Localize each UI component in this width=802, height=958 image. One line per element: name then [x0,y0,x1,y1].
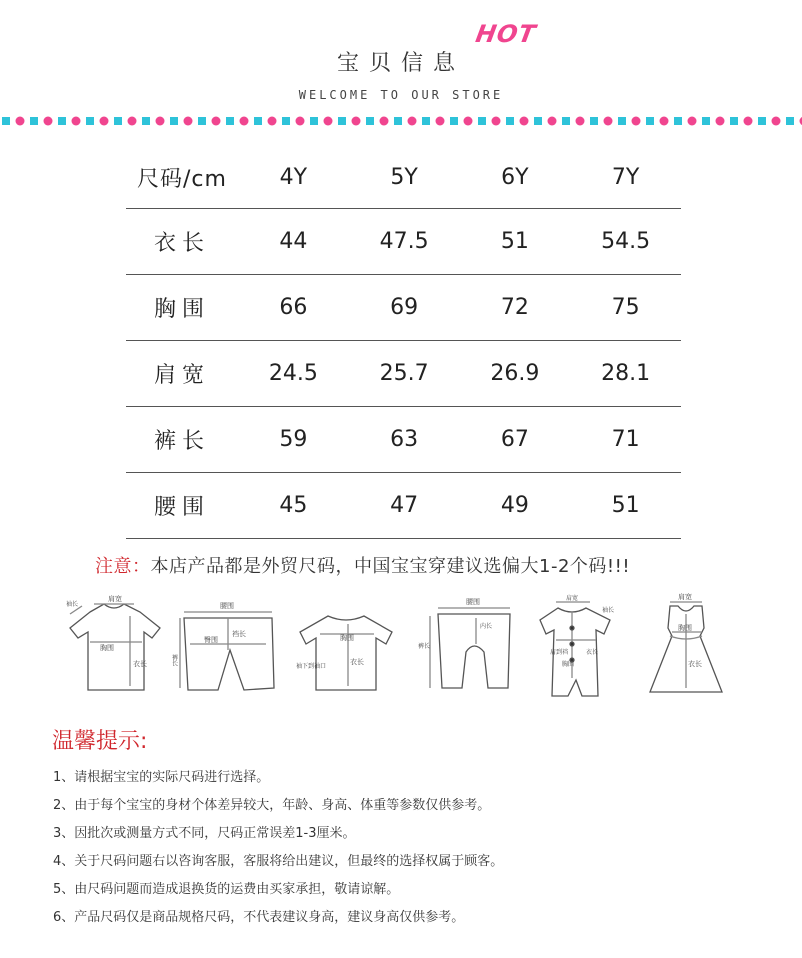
table-cell: 69 [349,275,460,341]
table-cell: 63 [349,407,460,473]
divider-dot [2,117,10,125]
size-note [95,552,630,578]
column-header: 6Y [460,146,571,209]
table-cell: 54.5 [570,209,681,275]
garment-label: 袖下到袖口 [296,663,327,670]
list-item: 2、由于每个宝宝的身材个体差异较大，年龄、身高、体重等参数仅供参考。 [53,798,491,813]
divider-dot [604,117,613,126]
divider-dot [646,117,654,125]
garment-label: 胸围 [562,661,575,668]
header [0,0,802,140]
divider-dot [786,117,794,125]
table-row [126,473,681,539]
divider-dot [674,117,682,125]
divider-dot [142,117,150,125]
garment-label: 肩宽 [678,593,692,601]
table-cell: 51 [570,473,681,539]
garment-label: 裤长 [170,654,178,666]
garment-label: 胸围 [678,624,692,632]
divider-dot [324,117,333,126]
size-table [126,146,681,539]
divider-dot [310,117,318,125]
divider-dot [506,117,514,125]
garment-label: 衣长 [586,649,599,656]
divider-dot [688,117,697,126]
size-table-header-row [126,146,681,209]
divider-dot [338,117,346,125]
list-item: 1、请根据宝宝的实际尺码进行选择。 [53,770,270,785]
dress-measure-icon [650,592,722,692]
list-item: 5、由尺码问题而造成退换货的运费由买家承担，敬请谅解。 [53,882,400,897]
garment-label: 肩宽 [108,595,122,603]
divider-dot [492,117,501,126]
tips-list [53,770,503,938]
divider-dot [772,117,781,126]
divider-dot [30,117,38,125]
garment-label: 衣长 [133,660,147,668]
table-cell: 47.5 [349,209,460,275]
dotted-divider [0,114,802,128]
shorts-measure-icon [171,601,275,690]
table-row [126,407,681,473]
divider-dot [422,117,430,125]
column-header: 7Y [570,146,681,209]
row-label: 裤长 [126,407,238,473]
divider-dot [184,117,193,126]
hot-badge: HOT [473,20,539,48]
table-cell: 72 [460,275,571,341]
divider-dot [632,117,641,126]
page-title: 宝贝信息 [336,51,465,76]
divider-dot [16,117,25,126]
garment-label: 内长 [480,623,493,630]
list-item: 6、产品尺码仅是商品规格尺码，不代表建议身高，建议身高仅供参考。 [53,910,465,925]
raglan-tee-measure-icon [296,616,392,690]
divider-dot [86,117,94,125]
divider-dot [394,117,402,125]
garment-label: 肩宽 [566,595,579,602]
divider-dot [702,117,710,125]
divider-dot [282,117,290,125]
row-label: 胸围 [126,275,238,341]
divider-dot [464,117,473,126]
divider-dot [436,117,445,126]
divider-dot [58,117,66,125]
list-item: 4、关于尺码问题右以咨询客服，客服将给出建议，但最终的选择权属于顾客。 [53,854,504,869]
table-cell: 59 [238,407,349,473]
garment-label: 腰围 [466,598,480,606]
divider-dot [618,117,626,125]
table-row [126,341,681,407]
garment-label: 袖长 [602,607,615,614]
divider-dot [576,117,585,126]
divider-dot [114,117,122,125]
garment-label: 胸围 [100,644,114,652]
table-cell: 71 [570,407,681,473]
divider-dot [72,117,81,126]
column-header: 尺码/cm [126,146,238,209]
table-cell: 45 [238,473,349,539]
divider-dot [254,117,262,125]
divider-dot [478,117,486,125]
table-cell: 66 [238,275,349,341]
divider-dot [170,117,178,125]
divider-dot [212,117,221,126]
table-cell: 67 [460,407,571,473]
pants-measure-icon [418,597,510,688]
table-row [126,209,681,275]
divider-dot [450,117,458,125]
table-cell: 75 [570,275,681,341]
divider-dot [226,117,234,125]
garment-label: 裤长 [418,643,431,650]
table-cell: 44 [238,209,349,275]
divider-dot [128,117,137,126]
table-cell: 49 [460,473,571,539]
table-cell: 28.1 [570,341,681,407]
divider-dot [744,117,753,126]
table-cell: 24.5 [238,341,349,407]
garment-label: 胸围 [340,634,354,642]
divider-dot [590,117,598,125]
tshirt-measure-icon [66,594,160,690]
divider-dot [534,117,542,125]
table-cell: 51 [460,209,571,275]
divider-dot [44,117,53,126]
table-cell: 47 [349,473,460,539]
divider-dot [660,117,669,126]
garment-label: 衣长 [350,658,364,666]
welcome-subtitle: WELCOME TO OUR STORE [298,88,504,102]
garment-label: 袖长 [66,601,79,608]
note-text: 本店产品都是外贸尺码，中国宝宝穿建议选偏大1-2个码!!! [150,556,631,577]
garment-label: 裆长 [232,630,246,638]
divider-dot [520,117,529,126]
table-cell: 25.7 [349,341,460,407]
measurement-diagrams [60,592,740,707]
divider-dot [352,117,361,126]
divider-dot [100,117,109,126]
garment-label: 衣长 [688,660,702,668]
row-label: 肩宽 [126,341,238,407]
divider-dot [562,117,570,125]
note-prefix: 注意： [95,556,151,577]
tips-title: 温馨提示: [52,729,148,754]
divider-dot [548,117,557,126]
row-label: 腰围 [126,473,238,539]
divider-dot [366,117,374,125]
romper-measure-icon [540,594,614,696]
column-header: 5Y [349,146,460,209]
table-row [126,275,681,341]
list-item: 3、因批次或测量方式不同，尺码正常误差1-3厘米。 [53,826,356,841]
divider-dot [730,117,738,125]
garment-label: 臀围 [204,636,218,644]
divider-dot [758,117,766,125]
garment-label: 肩到裆 [550,649,569,656]
divider-dot [198,117,206,125]
divider-dot [716,117,725,126]
divider-dot [156,117,165,126]
table-cell: 26.9 [460,341,571,407]
divider-dot [296,117,305,126]
divider-dot [380,117,389,126]
divider-dot [408,117,417,126]
divider-dot [240,117,249,126]
garment-label: 腰围 [220,602,234,610]
row-label: 衣长 [126,209,238,275]
column-header: 4Y [238,146,349,209]
divider-dot [268,117,277,126]
